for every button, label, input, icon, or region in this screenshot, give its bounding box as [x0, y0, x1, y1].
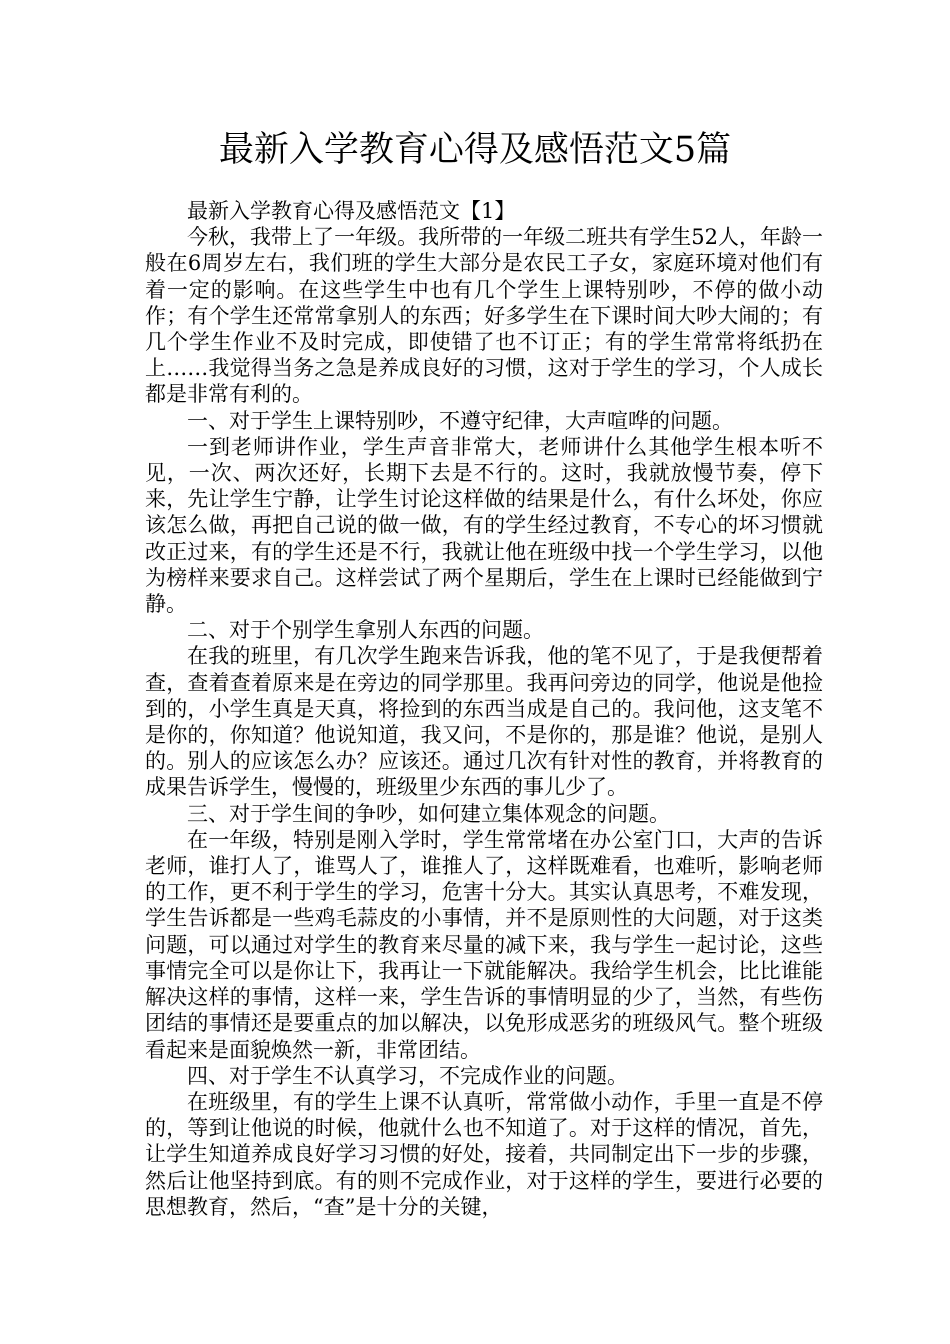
document-body: [145, 198, 823, 1220]
body-paragraph: 在班级里，有的学生上课不认真听，常常做小动作，手里一直是不停的，等到让他说的时候，他就什么也不知道了。对于这样的情况，首先，让学生知道养成良好学习习惯的好处，接着，共同制定出下一步的步骤，然后让他坚持到底。有的则不完成作业，对于这样的学生，要进行必要的思想教育，然后，“查”是十分的关键，: [145, 1089, 823, 1219]
section-heading: 四、对于学生不认真学习，不完成作业的问题。: [187, 1063, 628, 1088]
section-heading: 最新入学教育心得及感悟范文【1】: [187, 199, 516, 223]
document-title: 最新入学教育心得及感悟范文5篇: [218, 130, 732, 170]
body-paragraph: 在一年级，特别是刚入学时，学生常常堵在办公室门口，大声的告诉老师，谁打人了，谁骂人了，谁推人了，这样既难看，也难听，影响老师的工作，更不利于学生的学习，危害十分大。其实认真思考，不难发现，学生告诉都是一些鸡毛蒜皮的小事情，并不是原则性的大问题，对于这类问题，可以通过对学生的教育来尽量的减下来，我与学生一起讨论，这些事情完全可以是你让下，我再让一下就能解决。我给学生机会，比比谁能解决这样的事情，这样一来，学生告诉的事情明显的少了，当然，有些伤团结的事情还是要重点的加以解决，以免形成恶劣的班级风气。整个班级看起来是面貌焕然一新，非常团结。: [145, 827, 823, 1062]
section-heading: 三、对于学生间的争吵，如何建立集体观念的问题。: [187, 801, 670, 826]
section-heading: 二、对于个别学生拿别人东西的问题。: [187, 618, 544, 643]
body-paragraph: 一到老师讲作业，学生声音非常大，老师讲什么其他学生根本听不见，一次、两次还好，长期下去是不行的。这时，我就放慢节奏，停下来，先让学生宁静，让学生讨论这样做的结果是什么，有什么坏处，你应该怎么做，再把自己说的做一做，有的学生经过教育，不专心的坏习惯就改正过来，有的学生还是不行，我就让他在班级中找一个学生学习，以他为榜样来要求自己。这样尝试了两个星期后，学生在上课时已经能做到宁静。: [145, 434, 823, 617]
section-heading: 一、对于学生上课特别吵，不遵守纪律，大声喧哗的问题。: [187, 408, 733, 433]
body-paragraph: 在我的班里，有几次学生跑来告诉我，他的笔不见了，于是我便帮着查，查着查着原来是在旁边的同学那里。我再问旁边的同学，他说是他捡到的，小学生真是天真，将捡到的东西当成是自己的。我问他，这支笔不是你的，你知道？他说知道，我又问，不是你的，那是谁？他说，是别人的。别人的应该怎么办？应该还。通过几次有针对性的教育，并将教育的成果告诉学生，慢慢的，班级里少东西的事儿少了。: [145, 644, 823, 800]
body-paragraph: 今秋，我带上了一年级。我所带的一年级二班共有学生52人，年龄一般在6周岁左右，我们班的学生大部分是农民工子女，家庭环境对他们有着一定的影响。在这些学生中也有几个学生上课特别吵，不停的做小动作；有个学生还常常拿别人的东西；好多学生在下课时间大吵大闹的；有几个学生作业不及时完成，即使错了也不订正；有的学生常常将纸扔在上……我觉得当务之急是养成良好的习惯，这对于学生的学习，个人成长都是非常有利的。: [145, 225, 823, 407]
